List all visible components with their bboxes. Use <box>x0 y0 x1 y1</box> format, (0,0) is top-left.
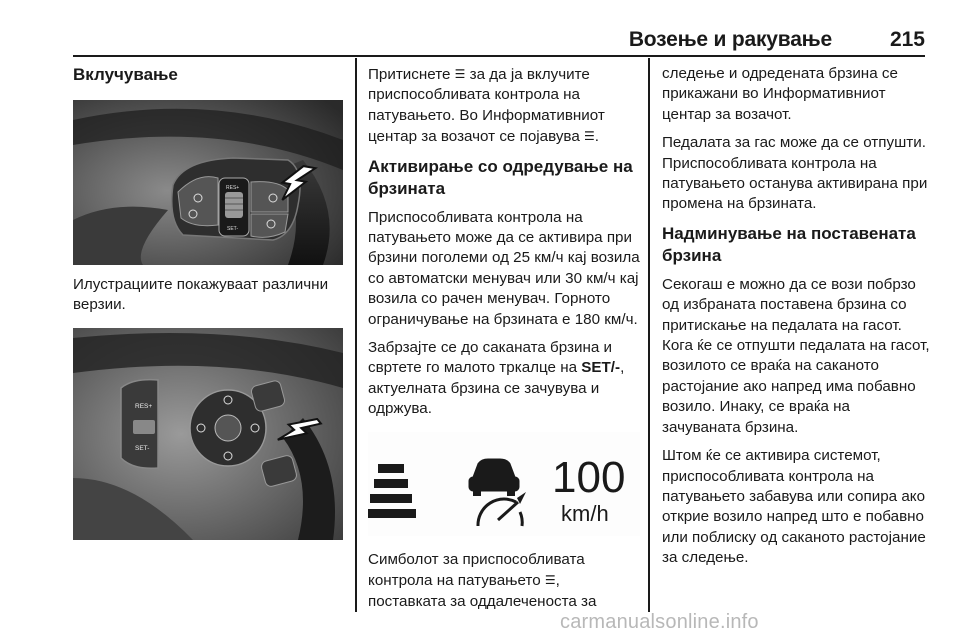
distance-bars-icon <box>368 464 416 518</box>
column-divider <box>355 58 357 612</box>
driver-info-display <box>368 432 640 536</box>
paragraph: Штом ќе се активира системот, приспособливата контрола на патувањето забавува или сопира ако открие возило напред што е побавно или поблиску од саканото растојание за следење. <box>662 447 926 567</box>
column-2 <box>368 64 640 620</box>
paragraph: следење и одредената брзина се прикажани во Информативниот центар за возачот. <box>662 65 898 123</box>
column-divider <box>648 58 650 612</box>
steering-wheel-photo-1 <box>73 100 343 265</box>
svg-text:RES+: RES+ <box>226 185 240 191</box>
paragraph: Симболот за приспособливата контрола на патувањето ☰, поставката за оддалеченоста за <box>368 550 597 610</box>
steering-wheel-photo-2 <box>73 328 343 540</box>
adaptive-cruise-icon: ☰ <box>583 129 595 144</box>
header-rule <box>73 55 925 57</box>
page-number: 215 <box>889 28 925 51</box>
running-header: Возење и ракување <box>628 28 832 51</box>
paragraph: Притиснете ☰ за да ја вклучите приспособливата контрола на патувањето. Во Информативниот центар за возачот се појавува ☰. <box>368 66 605 146</box>
watermark: carmanualsonline.info <box>560 611 759 633</box>
image-caption: Илустрациите покажуваат различни верзии. <box>73 276 329 314</box>
paragraph: Забрзајте се до саканата брзина и свртете го малото тркалце на SET/-, актуелната брзина се зачувува и одржува. <box>368 339 625 418</box>
paragraph: Приспособливата контрола на патувањето може да се активира при брзини поголеми од 25 км/ч кај возила со автоматски менувач или 30 км/ч кај возила со рачен менувач. Горното ограничување на брзината е 180 км/ч. <box>368 208 640 328</box>
paragraph: Педалата за гас може да се отпушти. Приспособливата контрола на патувањето останува активирана при промена на брзината. <box>662 134 928 213</box>
paragraph: Секогаш е можно да се вози побрзо од избраната поставена брзина со притискање на педалата на гасот. Кога ќе се отпушти педалата на гасот, возилото се враќа на саканото растојание ако напред има побавно возило. Инаку, се враќа на зачуваната брзина. <box>662 275 930 436</box>
svg-text:SET-: SET- <box>227 226 239 232</box>
section-heading: Надминување на поставената брзина <box>662 223 916 265</box>
adaptive-cruise-icon <box>470 460 526 526</box>
column-3 <box>662 64 932 577</box>
adaptive-cruise-icon: ☰ <box>454 67 466 81</box>
adaptive-cruise-icon: ☰ <box>544 573 556 588</box>
section-heading: Активирање со одредување на брзината <box>368 156 633 198</box>
svg-text:RES+: RES+ <box>135 402 153 410</box>
set-speed-value: 100 <box>552 452 626 502</box>
speed-unit: km/h <box>561 500 609 526</box>
svg-text:SET-: SET- <box>135 444 150 452</box>
column-1 <box>73 64 343 540</box>
section-heading: Вклучување <box>73 65 178 84</box>
set-control-label: SET/- <box>581 359 621 377</box>
